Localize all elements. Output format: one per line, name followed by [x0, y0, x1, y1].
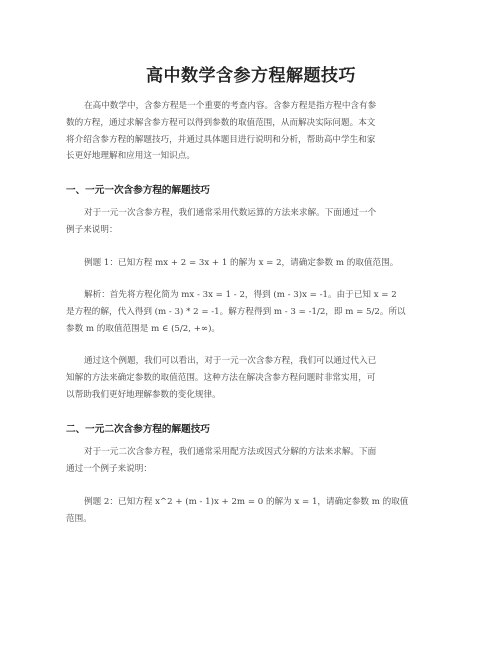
- intro-line-1: 在高中数学中，含参方程是一个重要的考查内容。含参方程是指方程中含有参: [84, 101, 377, 111]
- solution-1-line-3: 参数 m 的取值范围是 m ∈ (5/2, +∞)。: [66, 323, 221, 334]
- intro-paragraph: [66, 98, 436, 165]
- solution-1-line-2: 是方程的解，代入得到 (m - 3) * 2 = -1。解方程得到 m - 3 = -1/2，即 m = 5/2。所以: [66, 306, 406, 317]
- summary-1-paragraph: [66, 353, 436, 403]
- intro-line-4: 长更好地理解和应用这一知识点。: [66, 151, 195, 162]
- example-1-paragraph: [66, 255, 436, 272]
- section-1-intro-line-1: 对于一元一次含参方程，我们通常采用代数运算的方法来求解。下面通过一个: [84, 208, 377, 218]
- summary-1-line-3: 以帮助我们更好地理解参数的变化规律。: [66, 389, 221, 400]
- intro-line-2: 数的方程，通过求解含参方程可以得到参数的取值范围，从而解决实际问题。本文: [66, 117, 376, 128]
- example-1-line: 例题 1：已知方程 mx + 2 = 3x + 1 的解为 x = 2，请确定参数 m 的取值范围。: [84, 258, 399, 268]
- summary-1-line-1: 通过这个例题，我们可以看出，对于一元一次含参方程，我们可以通过代入已: [84, 356, 377, 366]
- section-1-intro-line-2: 例子来说明：: [66, 224, 118, 235]
- section-1-heading: 一、一元一次含参方程的解题技巧: [66, 185, 210, 196]
- section-2-heading: 二、一元二次含参方程的解题技巧: [66, 424, 210, 435]
- page-title: 高中数学含参方程解题技巧: [146, 66, 356, 86]
- example-2-line-1: 例题 2：已知方程 x^2 + (m - 1)x + 2m = 0 的解为 x = 1，请确定参数 m 的取值: [84, 497, 409, 507]
- section-2-intro-line-1: 对于一元二次含参方程，我们通常采用配方法或因式分解的方法来求解。下面: [84, 447, 377, 457]
- section-1-intro-paragraph: [66, 205, 436, 239]
- section-2-intro-paragraph: [66, 444, 436, 478]
- solution-1-line-1: 解析：首先将方程化简为 mx - 3x = 1 - 2，得到 (m - 3)x = -1。由于已知 x = 2: [84, 290, 397, 300]
- solution-1-paragraph: [66, 287, 436, 337]
- section-2-intro-line-2: 通过一个例子来说明：: [66, 463, 152, 474]
- summary-1-line-2: 知解的方法来确定参数的取值范围。这种方法在解决含参方程问题时非常实用，可: [66, 372, 376, 383]
- example-2-paragraph: [66, 494, 436, 528]
- example-2-line-2: 范围。: [66, 513, 92, 524]
- intro-line-3: 将介绍含参方程的解题技巧，并通过具体题目进行说明和分析，帮助高中学生和家: [66, 134, 376, 145]
